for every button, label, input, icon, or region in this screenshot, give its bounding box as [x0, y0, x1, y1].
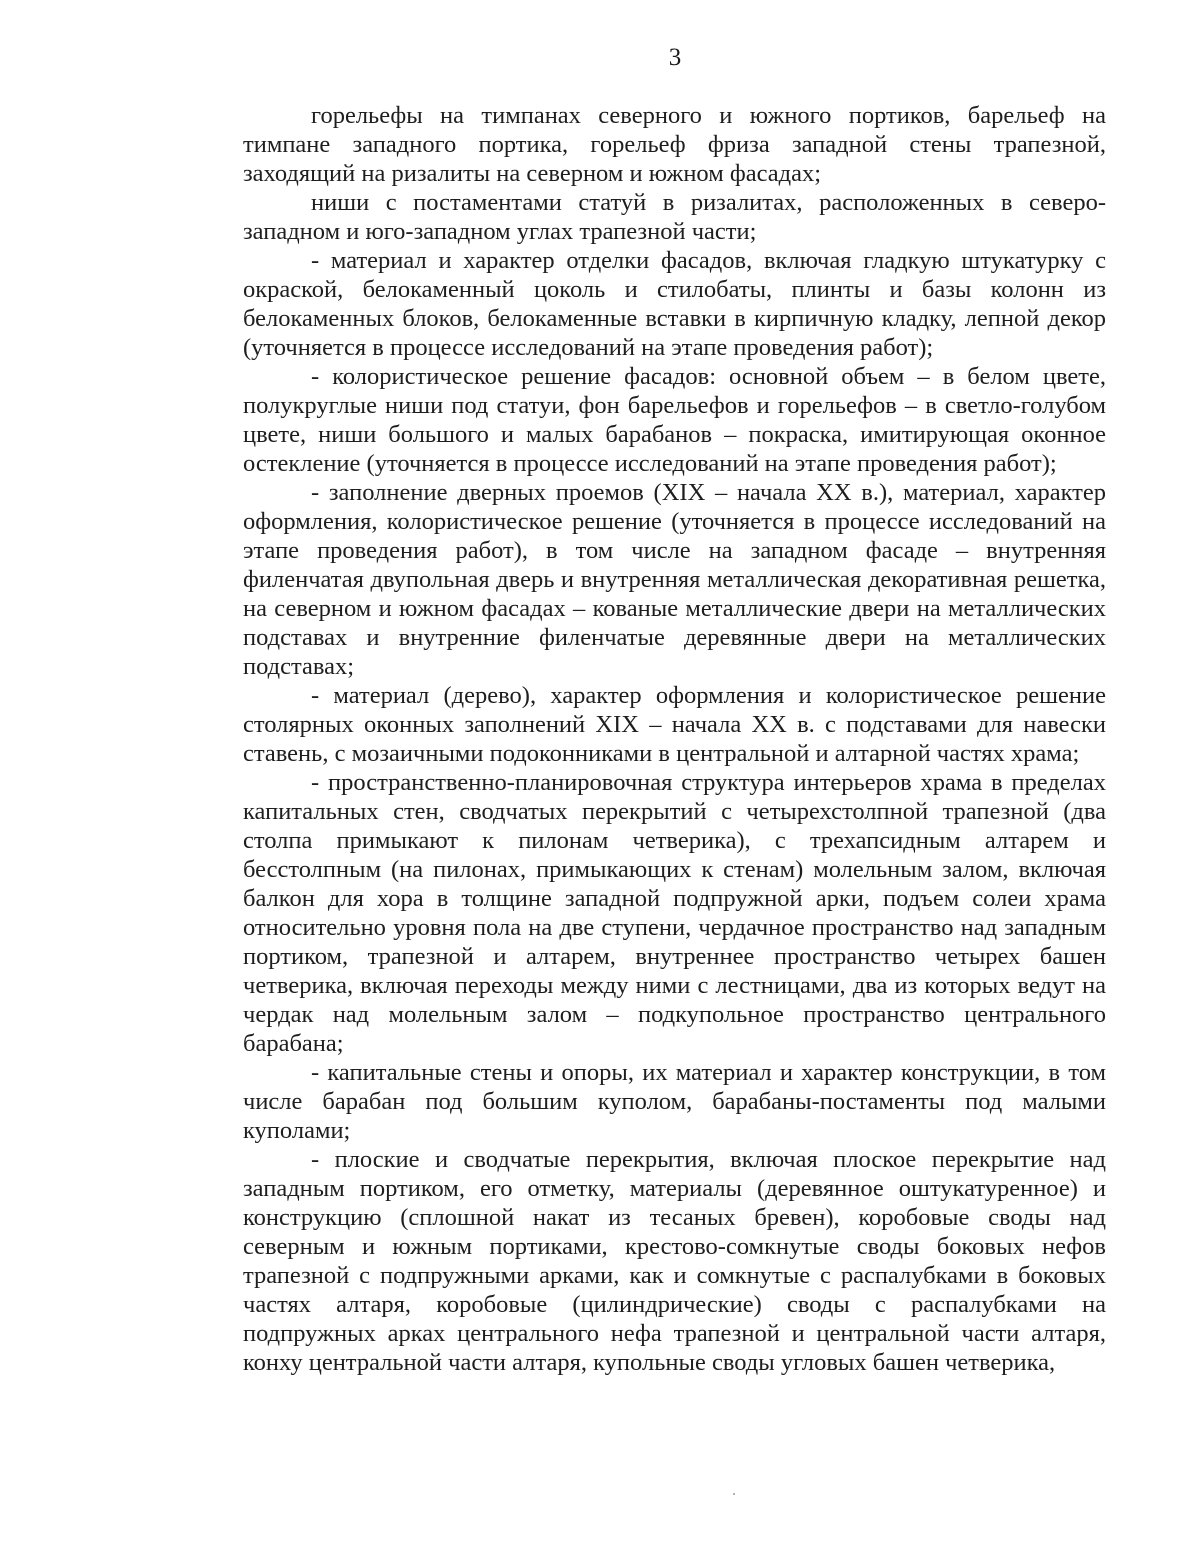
paragraph-reliefs: горельефы на тимпанах северного и южного портиков, барельеф на тимпане западного портика, горельеф фриза западной стены трапезной, заходящий на ризалиты на северном и южном фасадах;: [243, 102, 1106, 187]
paragraph-niches: ниши с постаментами статуй в ризалитах, расположенных в северо-западном и юго-западном углах трапезной части;: [243, 189, 1106, 245]
paragraph-capital-walls: - капитальные стены и опоры, их материал и характер конструкции, в том числе барабан под большим куполом, барабаны-постаменты под малыми куполами;: [243, 1059, 1106, 1144]
paragraph-door-openings: - заполнение дверных проемов (XIX – начала XX в.), материал, характер оформления, колористическое решение (уточняется в процессе исследований на этапе проведения работ), в том числе на западном фасаде – внутренняя филенчатая двупольная дверь и внутренняя металлическая декоративная решетка, на северном и южном фасадах – кованые металлические двери на металлических подставах и внутренние филенчатые деревянные двери на металлических подставах;: [243, 479, 1106, 680]
paragraph-facade-finish: - материал и характер отделки фасадов, включая гладкую штукатурку с окраской, белокаменный цоколь и стилобаты, плинты и базы колонн из белокаменных блоков, белокаменные вставки в кирпичную кладку, лепной декор (уточняется в процессе исследований на этапе проведения работ);: [243, 247, 1106, 361]
paragraph-vaults: - плоские и сводчатые перекрытия, включая плоское перекрытие над западным портиком, его отметку, материалы (деревянное оштукатуренное) и конструкцию (сплошной накат из тесаных бревен), коробовые своды над северным и южным портиками, крестово-сомкнутые своды боковых нефов трапезной с подпружными арками, как и сомкнутые с распалубками в боковых частях алтаря, коробовые (цилиндрические) своды с распалубками на подпружных арках центрального нефа трапезной и центральной части алтаря, конху центральной части алтаря, купольные своды угловых башен четверика,: [243, 1146, 1106, 1376]
paragraph-facade-color: - колористическое решение фасадов: основной объем – в белом цвете, полукруглые ниши под статуи, фон барельефов и горельефов – в светло-голубом цвете, ниши большого и малых барабанов – покраска, имитирующая оконное остекление (уточняется в процессе исследований на этапе проведения работ);: [243, 363, 1106, 477]
scan-speck: [733, 1493, 735, 1495]
paragraph-window-fillings: - материал (дерево), характер оформления и колористическое решение столярных оконных заполнений XIX – начала XX в. с подставами для навески ставень, с мозаичными подоконниками в центральной и алтарной частях храма;: [243, 682, 1106, 767]
page-number: 3: [668, 44, 682, 71]
document-body: [243, 101, 1106, 1377]
paragraph-interior-structure: - пространственно-планировочная структура интерьеров храма в пределах капитальных стен, сводчатых перекрытий с четырехстолпной трапезной (два столпа примыкают к пилонам четверика), с трехапсидным алтарем и бесстолпным (на пилонах, примыкающих к стенам) молельным залом, включая балкон для хора в толщине западной подпружной арки, подъем солеи храма относительно уровня пола на две ступени, чердачное пространство над западным портиком, трапезной и алтарем, внутреннее пространство четырех башен четверика, включая переходы между ними с лестницами, два из которых ведут на чердак над молельным залом – подкупольное пространство центрального барабана;: [243, 769, 1106, 1057]
